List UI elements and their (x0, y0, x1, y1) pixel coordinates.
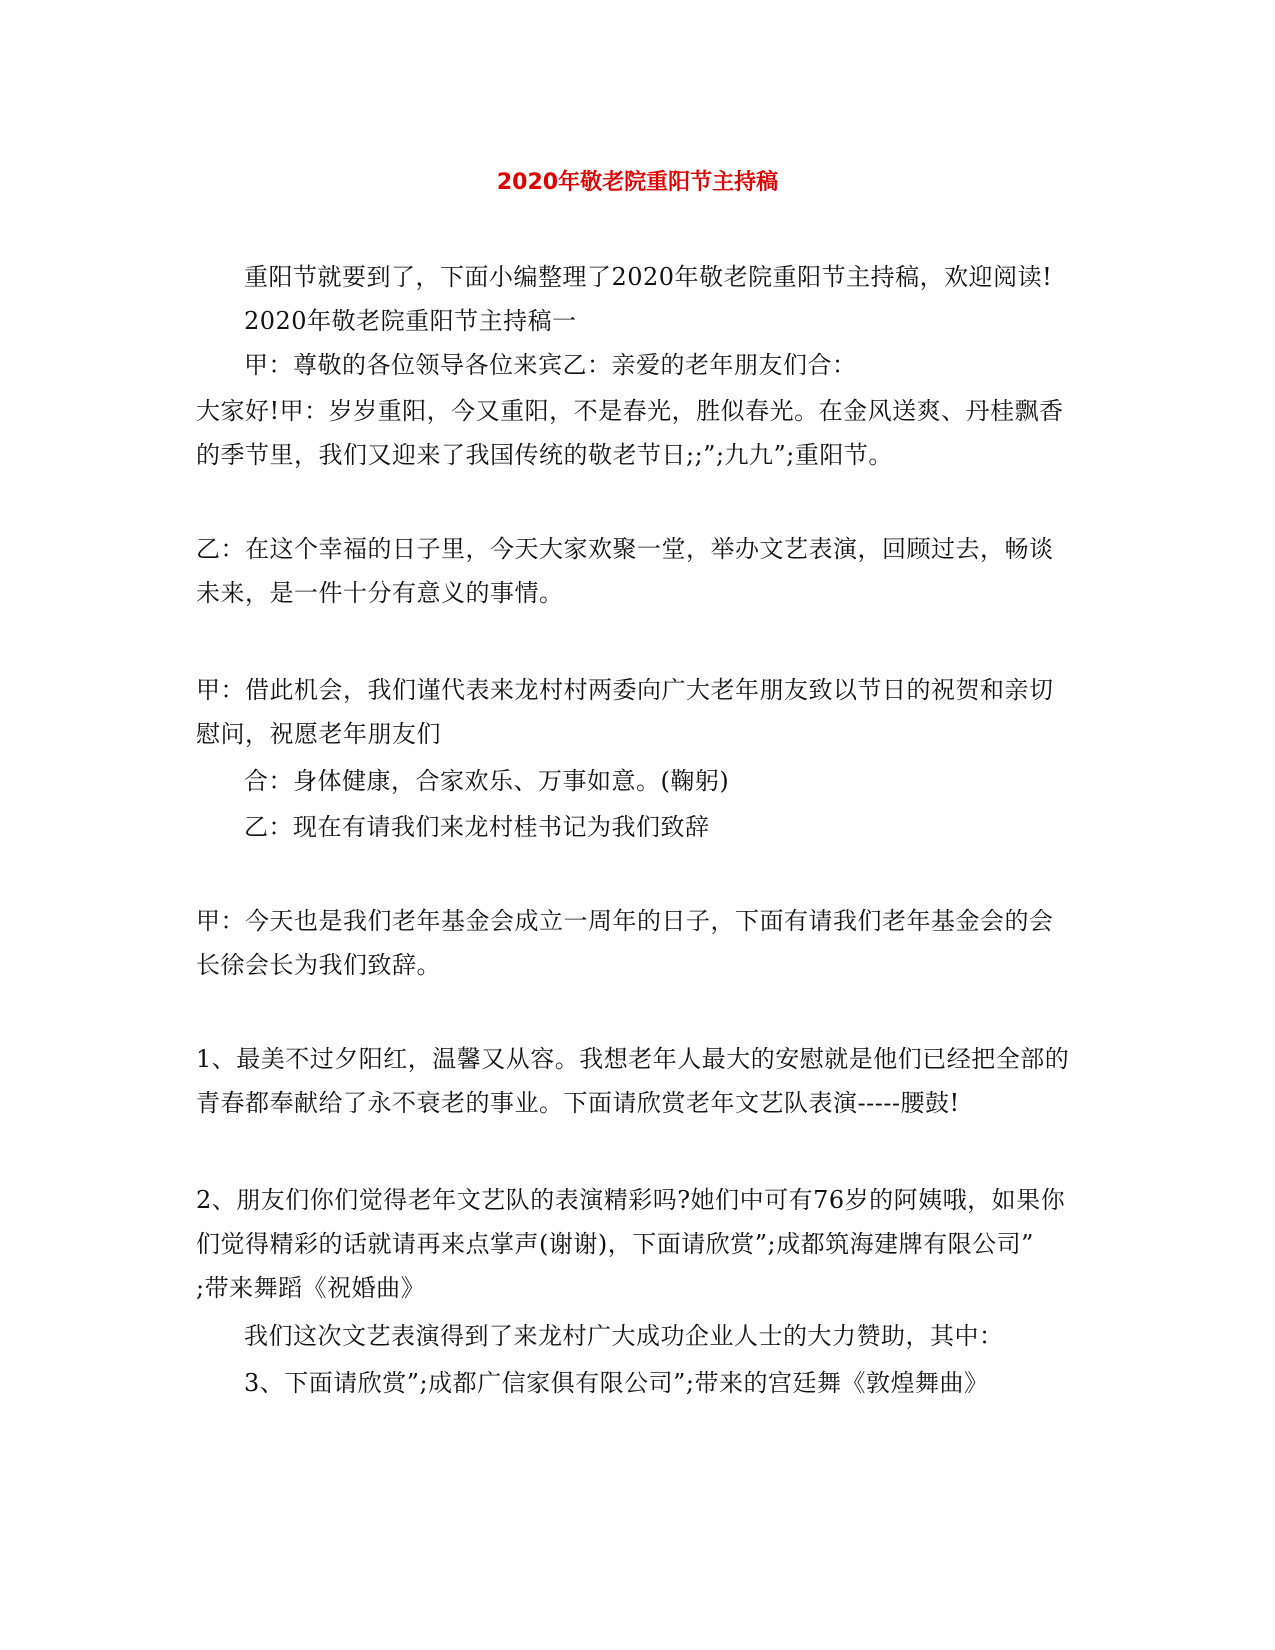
paragraph-line: 我们这次文艺表演得到了来龙村广大成功企业人士的大力赞助，其中： (244, 1322, 1004, 1350)
paragraph-line: 甲：尊敬的各位领导各位来宾乙：亲爱的老年朋友们合： (244, 351, 857, 379)
paragraph-item-1 (196, 1037, 1086, 1125)
paragraph-line: 合：身体健康，合家欢乐、万事如意。(鞠躬) (244, 767, 730, 795)
paragraph-jia-greetings (196, 668, 1086, 756)
paragraph-subtitle (196, 299, 1134, 343)
paragraph-item-2 (196, 1178, 1086, 1310)
paragraph-item-3 (196, 1361, 1134, 1405)
paragraph-line: 青春都奉献给了永不衰老的事业。下面请欣赏老年文艺队表演-----腰鼓! (196, 1089, 960, 1117)
paragraph-line: 3、下面请欣赏”;成都广信家俱有限公司”;带来的宫廷舞《敦煌舞曲》 (244, 1369, 989, 1397)
paragraph-line: 2、朋友们你们觉得老年文艺队的表演精彩吗?她们中可有76岁的阿姨哦，如果你 (196, 1186, 1066, 1214)
paragraph-opening (196, 389, 1086, 477)
paragraph-line: 长徐会长为我们致辞。 (196, 951, 441, 979)
paragraph-yi-happy-day (196, 527, 1086, 615)
paragraph-intro (196, 255, 1134, 299)
document-title: 2020年敬老院重阳节主持稿 (496, 170, 779, 195)
paragraph-line: 乙：在这个幸福的日子里，今天大家欢聚一堂，举办文艺表演，回顾过去，畅谈 (196, 535, 1054, 563)
paragraph-jia-anniversary (196, 899, 1086, 987)
paragraph-yi-invite (196, 805, 1134, 849)
paragraph-line: 的季节里，我们又迎来了我国传统的敬老节日;;”;九九”;重阳节。 (196, 441, 893, 469)
paragraph-line: 慰问，祝愿老年朋友们 (196, 720, 441, 748)
paragraph-line: 重阳节就要到了，下面小编整理了2020年敬老院重阳节主持稿，欢迎阅读! (244, 263, 1053, 291)
paragraph-he-wishes (196, 759, 1134, 803)
paragraph-line: 甲：今天也是我们老年基金会成立一周年的日子，下面有请我们老年基金会的会 (196, 907, 1054, 935)
paragraph-line: 乙：现在有请我们来龙村桂书记为我们致辞 (244, 813, 710, 841)
paragraph-line: 2020年敬老院重阳节主持稿一 (244, 307, 577, 335)
paragraph-line: 甲：借此机会，我们谨代表来龙村村两委向广大老年朋友致以节日的祝贺和亲切 (196, 676, 1054, 704)
paragraph-line: 1、最美不过夕阳红，温馨又从容。我想老年人最大的安慰就是他们已经把全部的 (196, 1045, 1070, 1073)
paragraph-greeting (196, 343, 1134, 387)
paragraph-line: 未来，是一件十分有意义的事情。 (196, 579, 564, 607)
paragraph-line: 大家好!甲：岁岁重阳，今又重阳，不是春光，胜似春光。在金风送爽、丹桂飘香 (196, 397, 1064, 425)
paragraph-sponsors (196, 1314, 1134, 1358)
paragraph-line: ;带来舞蹈《祝婚曲》 (196, 1274, 426, 1302)
paragraph-line: 们觉得精彩的话就请再来点掌声(谢谢)，下面请欣赏”;成都筑海建牌有限公司” (196, 1230, 1034, 1258)
